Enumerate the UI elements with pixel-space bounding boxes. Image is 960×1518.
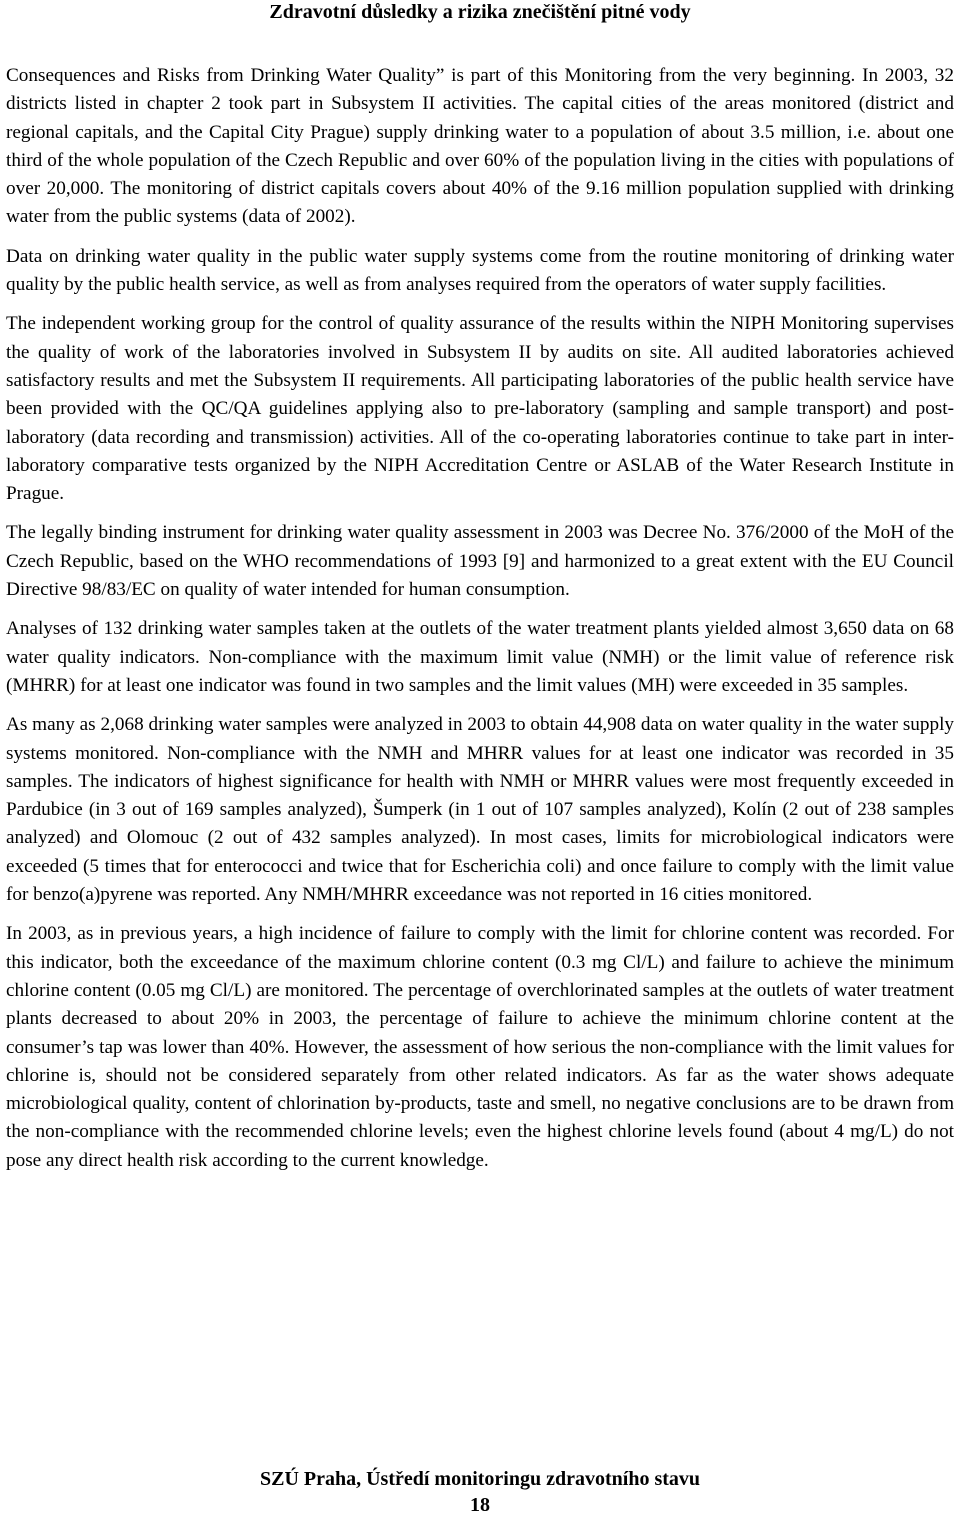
paragraph-supply-system-analyses: As many as 2,068 drinking water samples were analyzed in 2003 to obtain 44,908 data on water quality in the water supply systems monitored. Non-compliance with the NMH and MHRR values for at least one indicator was recorded in 35 samples. The indicators of highest significance for health with NMH or MHRR values were most frequently exceeded in Pardubice (in 3 out of 169 samples analyzed), Šumperk (in 1 out of 107 samples analyzed), Kolín (2 out of 238 samples analyzed) and Olomouc (2 out of 432 samples analyzed). In most cases, limits for microbiological indicators were exceeded (5 times that for enterococci and twice that for Escherichia coli) and once failure to comply with the limit value for benzo(a)pyrene was reported. Any NMH/MHRR exceedance was not reported in 16 cities monitored. — [6, 714, 954, 906]
paragraph-treatment-plant-analyses: Analyses of 132 drinking water samples taken at the outlets of the water treatment plants yielded almost 3,650 data on 68 water quality indicators. Non-compliance with the maximum limit value (NMH) or the limit value of reference risk (MHRR) for at least one indicator was found in two samples and the limit values (MH) were exceeded in 35 samples. — [6, 618, 954, 696]
footer-institution: SZÚ Praha, Ústředí monitoringu zdravotního stavu — [259, 1468, 701, 1490]
paragraph-monitoring-scope: Consequences and Risks from Drinking Water Quality” is part of this Monitoring from the very beginning. In 2003, 32 districts listed in chapter 2 took part in Subsystem II activities. The capital cities of the areas monitored (district and regional capitals, and the Capital City Prague) supply drinking water to a population of about 3.5 million, i.e. about one third of the whole population of the Czech Republic and over 60% of the population living in the cities with populations of over 20,000. The monitoring of district capitals covers about 40% of the 9.16 million population supplied with drinking water from the public systems (data of 2002). — [6, 65, 954, 228]
header-title: Zdravotní důsledky a rizika znečištění pitné vody — [269, 1, 691, 23]
paragraph-quality-assurance: The independent working group for the control of quality assurance of the results within the NIPH Monitoring supervises the quality of work of the laboratories involved in Subsystem II by audits on site. All audited laboratories achieved satisfactory results and met the Subsystem II requirements. All participating laboratories of the public health service have been provided with the QC/QA guidelines applying also to pre-laboratory (sampling and sample transport) and post-laboratory (data recording and transmission) activities. All of the co-operating laboratories continue to take part in inter-laboratory comparative tests organized by the NIPH Accreditation Centre or ASLAB of the Water Research Institute in Prague. — [6, 313, 954, 505]
paragraph-legal-instrument: The legally binding instrument for drinking water quality assessment in 2003 was Decree No. 376/2000 of the MoH of the Czech Republic, based on the WHO recommendations of 1993 [9] and harmonized to a great extent with the EU Council Directive 98/83/EC on quality of water intended for human consumption. — [6, 522, 954, 601]
body-text — [6, 62, 954, 1186]
page-number: 18 — [470, 1494, 490, 1516]
paragraph-data-sources: Data on drinking water quality in the public water supply systems come from the routine monitoring of drinking water quality by the public health service, as well as from analyses required from the operators of water supply facilities. — [6, 245, 954, 296]
running-header — [0, 0, 960, 24]
page-footer — [0, 1466, 960, 1518]
paragraph-chlorine: In 2003, as in previous years, a high incidence of failure to comply with the limit for chlorine content was recorded. For this indicator, both the exceedance of the maximum chlorine content (0.3 mg Cl/L) and failure to achieve the minimum chlorine content (0.05 mg Cl/L) are monitored. The percentage of overchlorinated samples at the outlets of water treatment plants decreased to about 20% in 2003, the percentage of failure to achieve the minimum chlorine content at the consumer’s tap was lower than 40%. However, the assessment of how serious the non-compliance with the limit values for chlorine is, should not be considered separately from other related indicators. As far as the water shows adequate microbiological quality, content of chlorination by-products, taste and smell, no negative conclusions are to be drawn from the non-compliance with the recommended chlorine levels; even the highest chlorine levels found (about 4 mg/L) do not pose any direct health risk according to the current knowledge. — [6, 923, 954, 1171]
